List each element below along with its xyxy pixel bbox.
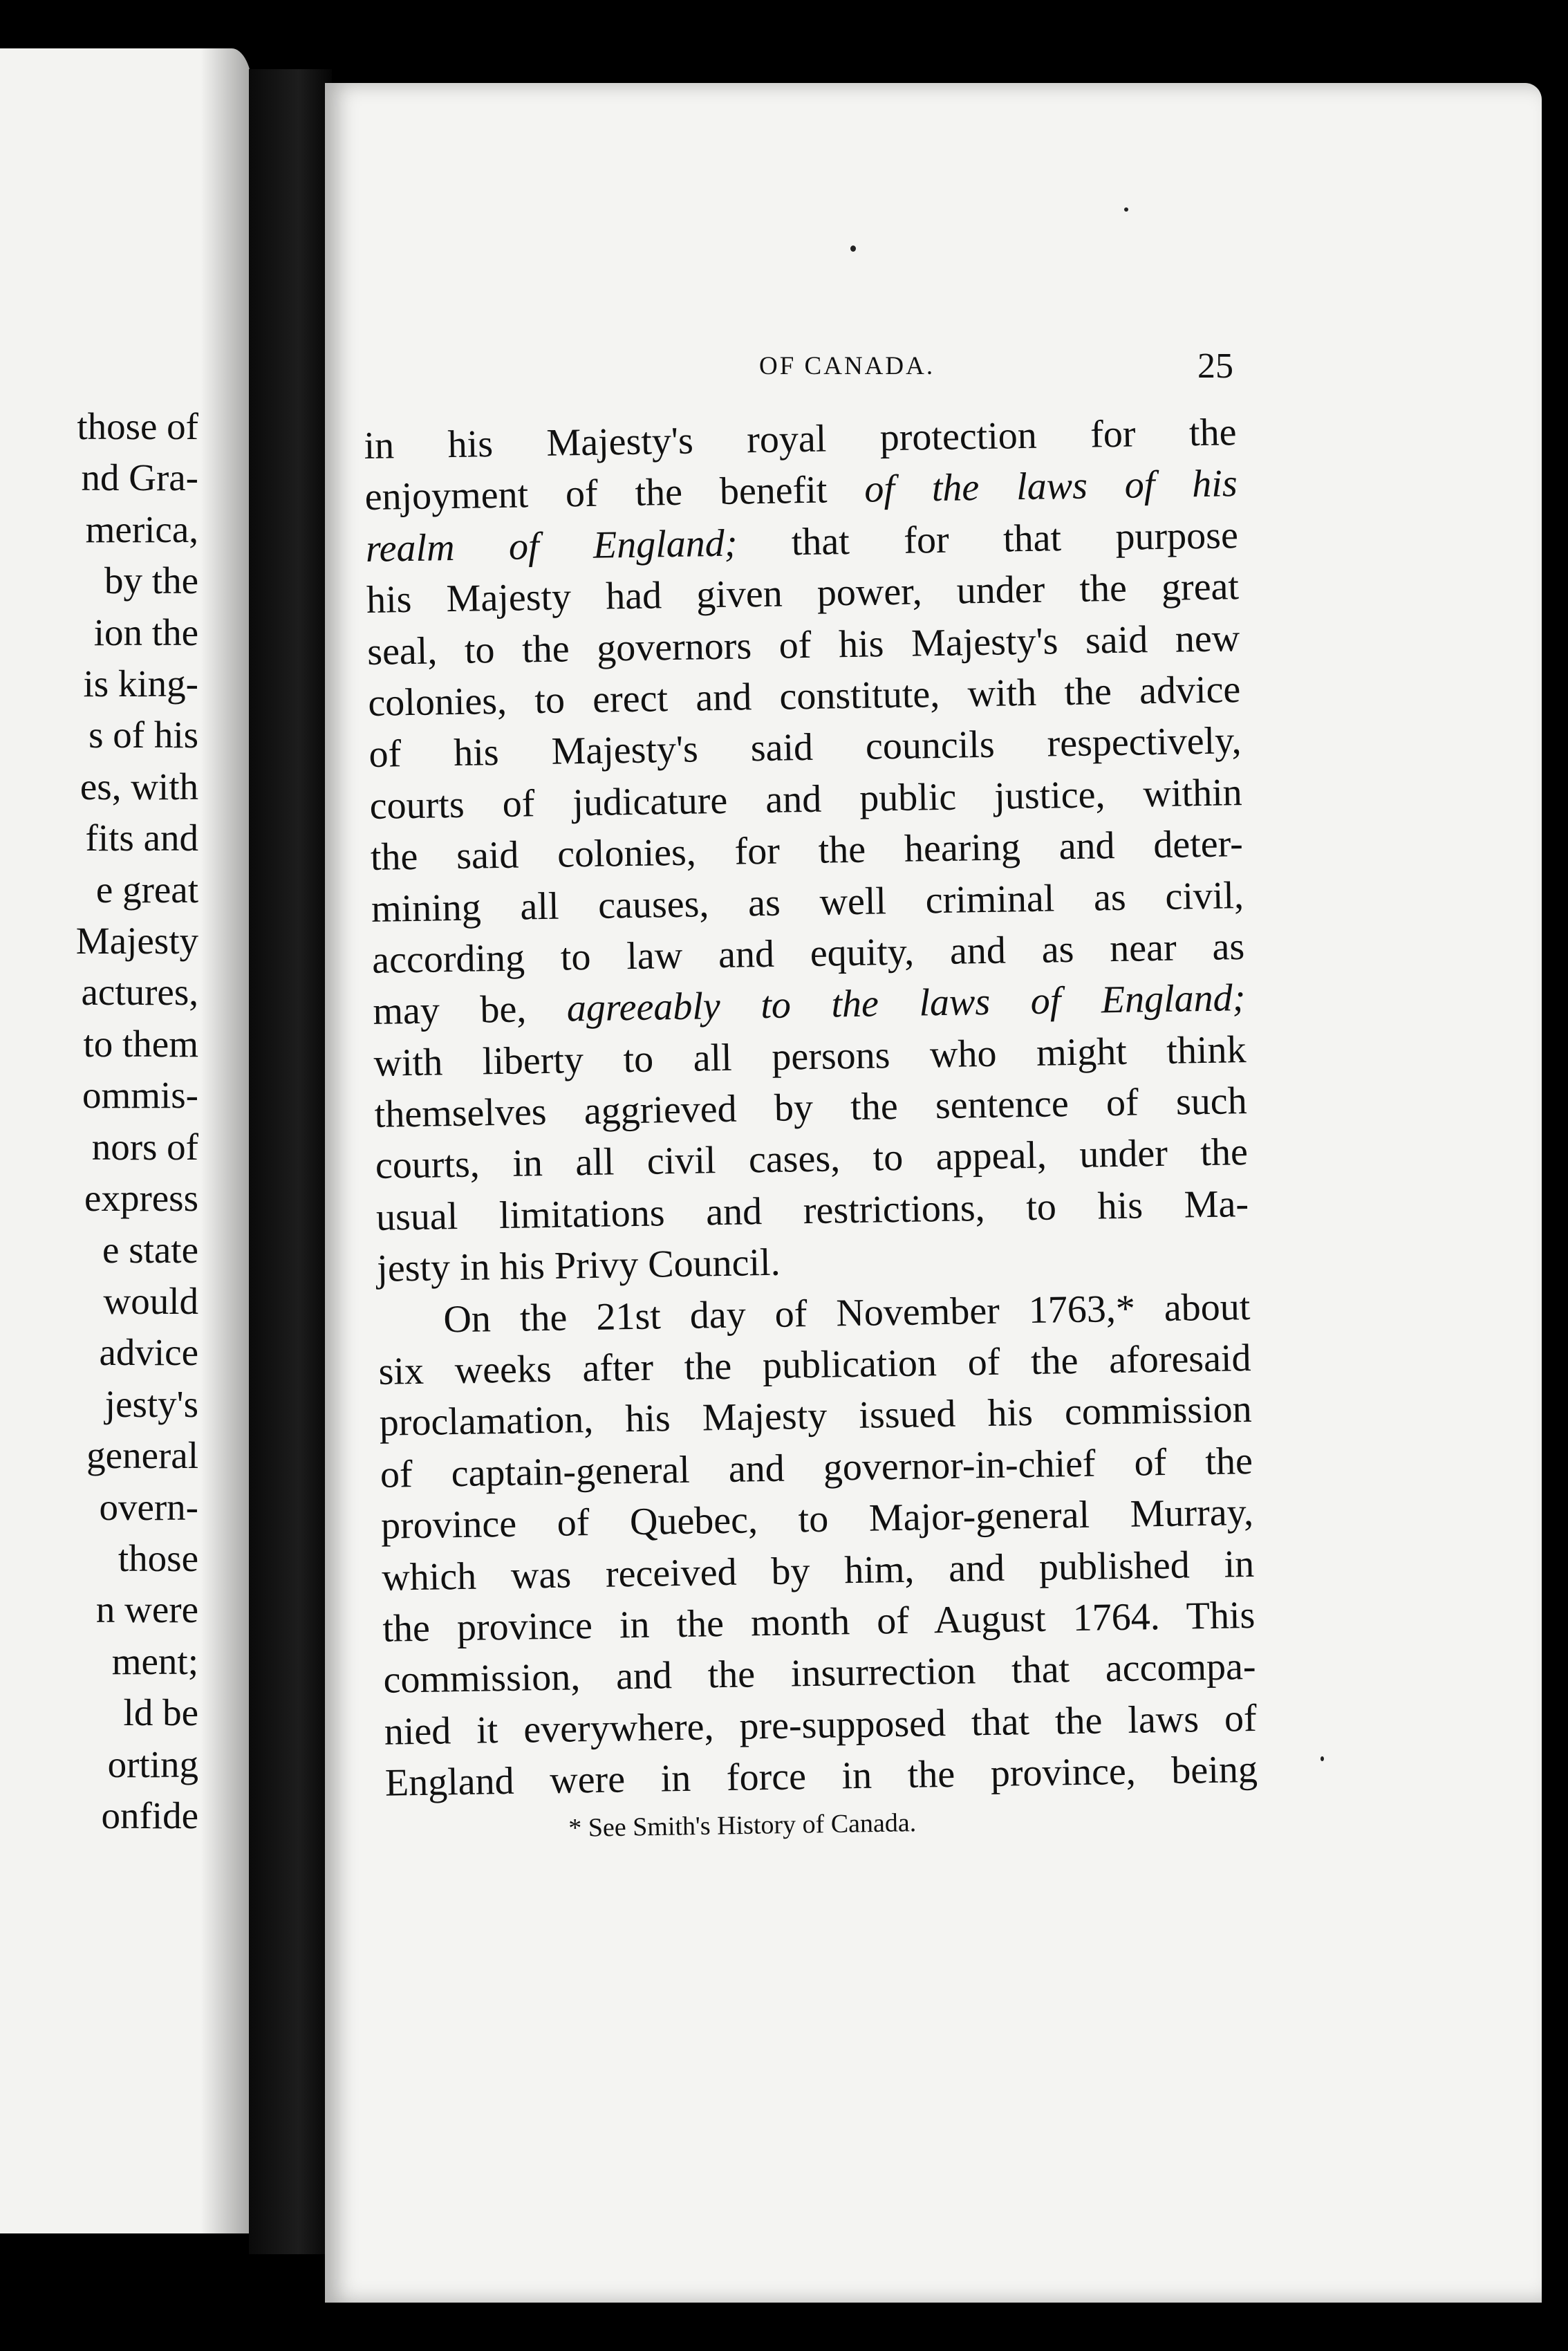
facing-page-line: jesty's — [104, 1382, 198, 1425]
facing-page-line: by the — [104, 559, 198, 602]
text-run: proclamation, his Majesty issued his commission — [379, 1388, 1253, 1445]
text-run: with liberty to all persons who might think — [373, 1028, 1247, 1085]
text-run: courts, in all civil cases, to appeal, under the — [375, 1131, 1249, 1188]
facing-page-line: n were — [95, 1588, 198, 1631]
text-run: his Majesty had given power, under the great — [366, 565, 1240, 622]
page-number: 25 — [1197, 346, 1233, 386]
facing-page-line: ion the — [93, 611, 198, 653]
facing-page-line: es, with — [80, 765, 198, 808]
facing-page-line: ment; — [111, 1639, 198, 1682]
paper-speck — [850, 245, 856, 252]
text-run: colonies, to erect and constitute, with the advice — [367, 668, 1241, 725]
facing-page-line: merica, — [85, 508, 198, 550]
paper-speck — [1124, 207, 1128, 212]
facing-page-line: express — [84, 1177, 198, 1220]
running-head: OF CANADA. — [759, 352, 935, 380]
facing-page-text — [76, 401, 198, 1841]
text-run: which was received by him, and published in — [381, 1542, 1255, 1599]
facing-page-line: to them — [83, 1022, 198, 1065]
text-run: that for that purpose — [736, 513, 1239, 565]
text-run: six weeks after the publication of the aforesaid — [378, 1337, 1251, 1393]
facing-page-line: is king- — [83, 662, 198, 705]
text-run: jesty in his Privy Council. — [376, 1240, 781, 1291]
facing-page-line: those of — [77, 405, 198, 447]
italic-text: realm of England; — [365, 521, 738, 570]
text-run: of captain-general and governor-in-chief of the — [380, 1439, 1253, 1496]
facing-page-gutter-shadow — [200, 48, 256, 2233]
body-text — [364, 407, 1258, 1809]
text-run: according to law and equity, and as near as — [371, 924, 1245, 982]
text-run: the province in the month of August 1764. This — [382, 1593, 1256, 1651]
italic-text: of the laws of his — [864, 462, 1238, 512]
text-run: England were in force in the province, being — [384, 1748, 1258, 1805]
facing-page-line: e great — [95, 868, 198, 911]
text-run: commission, and the insurrection that accompa- — [383, 1645, 1256, 1702]
facing-page-line: would — [103, 1279, 198, 1322]
italic-text: agreeably to the laws of England; — [566, 976, 1246, 1030]
text-run: of his Majesty's said councils respectively, — [368, 719, 1242, 777]
facing-page-line: general — [86, 1434, 198, 1477]
facing-page-line: ommis- — [82, 1074, 198, 1117]
facing-page-line: Majesty — [75, 920, 198, 963]
facing-page-line: actures, — [81, 971, 198, 1014]
text-run: On the 21st day of November 1763,* about — [442, 1285, 1251, 1341]
footnote: * See Smith's History of Canada. — [568, 1808, 917, 1843]
facing-page-line: advice — [99, 1331, 198, 1374]
facing-page-line: nors of — [91, 1125, 198, 1168]
facing-page-line: nd Gra- — [81, 456, 198, 499]
facing-page-line: onfide — [101, 1794, 198, 1837]
facing-page-line: s of his — [88, 714, 198, 756]
text-run: the said colonies, for the hearing and deter- — [370, 822, 1244, 880]
paper-speck — [1320, 1756, 1324, 1761]
facing-page-line: those — [118, 1536, 198, 1579]
facing-page-line: fits and — [85, 817, 198, 859]
facing-page-line: overn- — [99, 1485, 198, 1528]
book-binding — [249, 69, 332, 2254]
text-run: nied it everywhere, pre-supposed that the laws of — [384, 1696, 1258, 1754]
facing-page-line: ld be — [123, 1691, 198, 1734]
text-run: may be, — [372, 987, 568, 1034]
text-run: province of Quebec, to Major-general Murray, — [380, 1491, 1254, 1548]
text-run: mining all causes, as well criminal as civil, — [371, 873, 1244, 931]
text-run: usual limitations and restrictions, to his Ma- — [375, 1182, 1249, 1239]
facing-page-line: orting — [107, 1743, 198, 1785]
facing-page-line: e state — [102, 1228, 198, 1271]
text-run: courts of judicature and public justice, within — [369, 770, 1243, 828]
text-run: themselves aggrieved by the sentence of such — [374, 1079, 1248, 1136]
text-run: in his Majesty's royal protection for the — [364, 411, 1237, 467]
text-run: seal, to the governors of his Majesty's said new — [366, 616, 1240, 673]
text-run: enjoyment of the benefit — [364, 468, 865, 519]
